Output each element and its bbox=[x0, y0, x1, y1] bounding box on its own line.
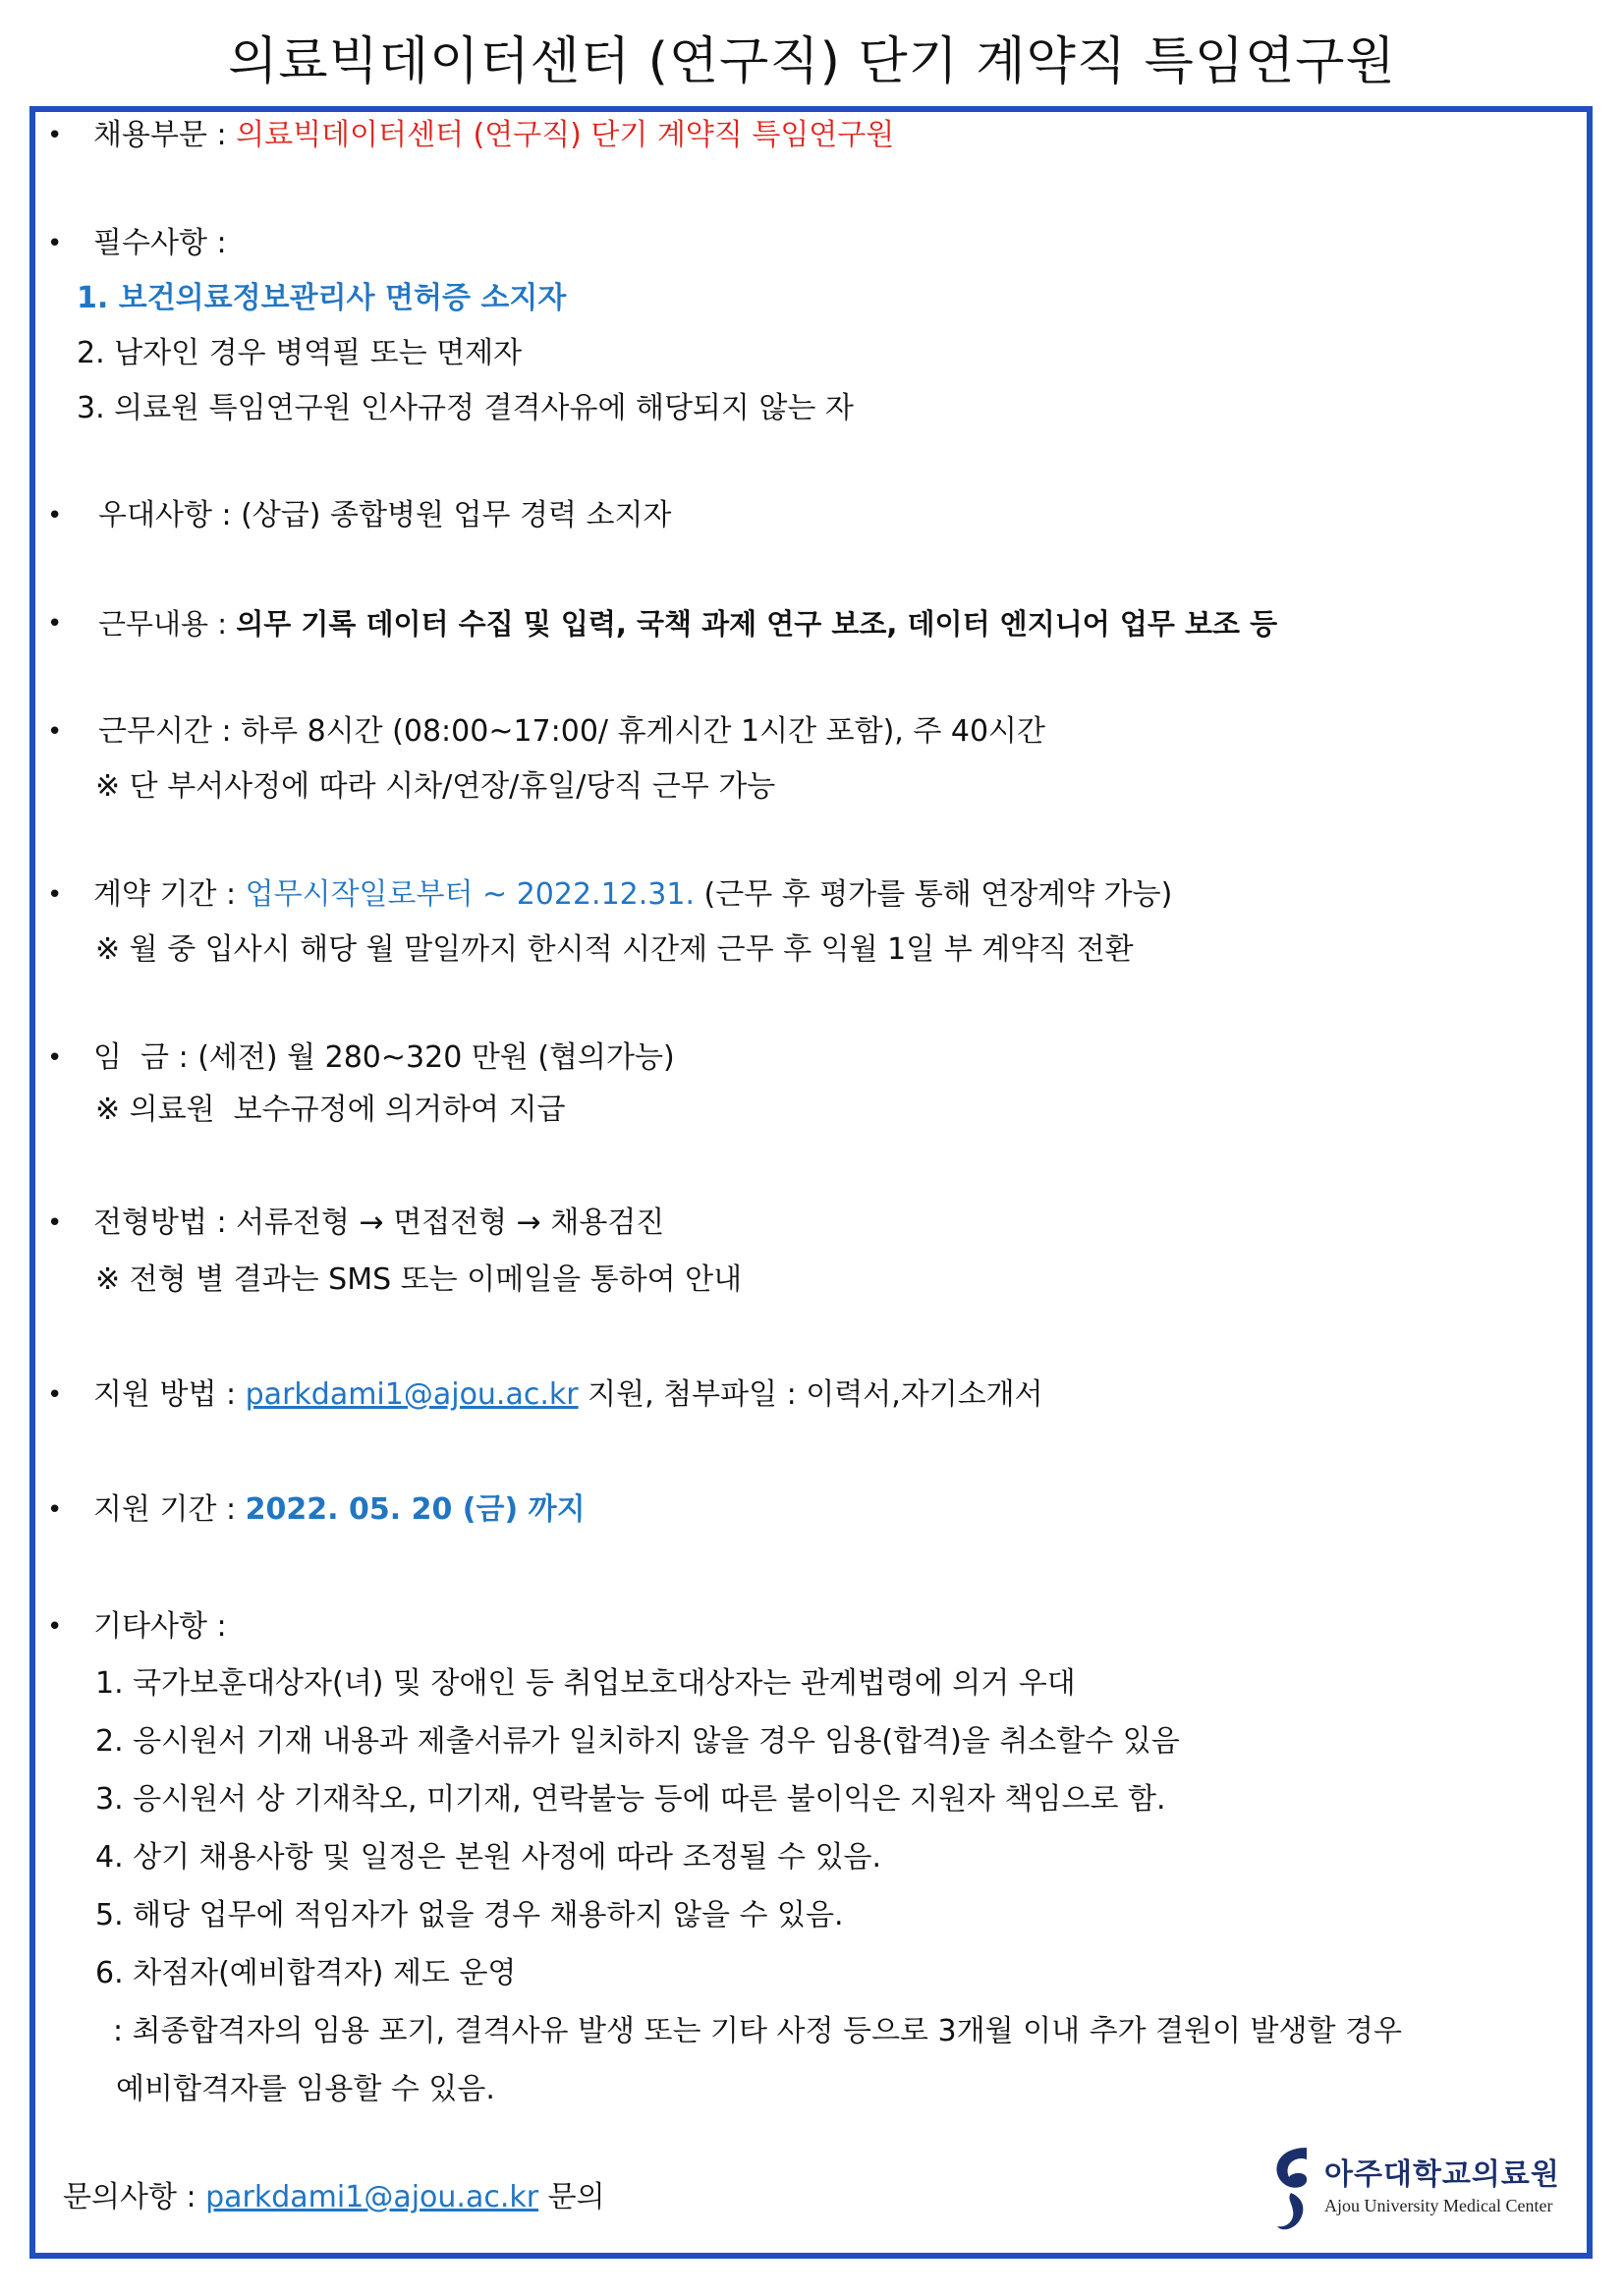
content-frame bbox=[29, 106, 1593, 2259]
bullet: • bbox=[47, 501, 63, 531]
required-item-1: 1. 보건의료정보관리사 면허증 소지자 bbox=[77, 281, 567, 315]
etc-item-1: 1. 국가보훈대상자(녀) 및 장애인 등 취업보호대상자는 관계법령에 의거 우대 bbox=[95, 1666, 1076, 1701]
bullet: • bbox=[47, 1380, 63, 1410]
duties-value: 의무 기록 데이터 수집 및 입력, 국책 과제 연구 보조, 데이터 엔지니어 업무 보조 등 bbox=[236, 607, 1278, 641]
etc-item-5: 5. 해당 업무에 적임자가 없을 경우 채용하지 않을 수 있음. bbox=[95, 1898, 844, 1932]
ajou-logo-mark-icon bbox=[1267, 2142, 1316, 2240]
contract-label: 계약 기간 : bbox=[93, 877, 246, 912]
dept-value: 의료빅데이터센터 (연구직) 단기 계약직 특임연구원 bbox=[236, 118, 895, 152]
dept-line bbox=[93, 116, 894, 155]
etc-item-3: 3. 응시원서 상 기재착오, 미기재, 연락불능 등에 따른 불이익은 지원자 책임으로 함. bbox=[95, 1782, 1166, 1817]
logo-name-en: Ajou University Medical Center bbox=[1324, 2196, 1553, 2215]
apply-email-link[interactable]: parkdami1@ajou.ac.kr bbox=[245, 1377, 579, 1412]
apply-method-line bbox=[93, 1375, 1043, 1415]
apply-period-label: 지원 기간 : bbox=[93, 1492, 246, 1527]
bullet: • bbox=[47, 1495, 63, 1525]
contact-line bbox=[63, 2178, 605, 2217]
bullet: • bbox=[47, 121, 63, 150]
etc-subnote-2: 예비합격자를 임용할 수 있음. bbox=[116, 2072, 495, 2106]
required-item-2: 2. 남자인 경우 병역필 또는 면제자 bbox=[77, 336, 523, 370]
bullet: • bbox=[47, 1612, 63, 1642]
dept-label: 채용부문 : bbox=[93, 118, 237, 152]
ajou-medical-center-logo bbox=[1267, 2142, 1562, 2240]
logo-name-ko: 아주대학교의료원 bbox=[1324, 2157, 1560, 2192]
contact-label: 문의사항 : bbox=[63, 2180, 206, 2214]
page-title: 의료빅데이터센터 (연구직) 단기 계약직 특임연구원 bbox=[228, 32, 1396, 91]
contract-value: 업무시작일로부터 ~ 2022.12.31. bbox=[245, 877, 695, 912]
bullet: • bbox=[47, 609, 63, 639]
process-note: ※ 전형 별 결과는 SMS 또는 이메일을 통하여 안내 bbox=[95, 1262, 743, 1297]
bullet: • bbox=[47, 1043, 63, 1073]
apply-period-value: 2022. 05. 20 (금) 까지 bbox=[245, 1492, 586, 1527]
apply-period-line bbox=[93, 1490, 586, 1530]
duties-label: 근무내용 : bbox=[98, 607, 237, 641]
bullet: • bbox=[47, 717, 63, 747]
salary-note: ※ 의료원 보수규정에 의거하여 지급 bbox=[95, 1092, 566, 1127]
preference-label: 우대사항 : bbox=[98, 498, 242, 532]
apply-method-label: 지원 방법 : bbox=[93, 1377, 246, 1412]
preference-line bbox=[98, 496, 671, 535]
etc-subnote-1: : 최종합격자의 임용 포기, 결격사유 발생 또는 기타 사정 등으로 3개월 이내 추가 결원이 발생할 경우 bbox=[113, 2014, 1402, 2048]
hours-line: 근무시간 : 하루 8시간 (08:00~17:00/ 휴게시간 1시간 포함), 주 40시간 bbox=[98, 714, 1045, 749]
duties-line bbox=[98, 604, 1277, 644]
hours-note: ※ 단 부서사정에 따라 시차/연장/휴일/당직 근무 가능 bbox=[95, 769, 776, 804]
bullet: • bbox=[47, 1208, 63, 1238]
contact-email-link[interactable]: parkdami1@ajou.ac.kr bbox=[205, 2180, 539, 2214]
etc-item-4: 4. 상기 채용사항 및 일정은 본원 사정에 따라 조정될 수 있음. bbox=[95, 1840, 882, 1875]
contract-note: ※ 월 중 입사시 해당 월 말일까지 한시적 시간제 근무 후 익월 1일 부 계약직 전환 bbox=[95, 932, 1134, 967]
bullet: • bbox=[47, 229, 63, 258]
required-item-3: 3. 의료원 특임연구원 인사규정 결격사유에 해당되지 않는 자 bbox=[77, 391, 854, 425]
required-label: 필수사항 : bbox=[93, 226, 227, 260]
etc-item-6: 6. 차점자(예비합격자) 제도 운영 bbox=[95, 1956, 517, 1990]
process-line: 전형방법 : 서류전형 → 면접전형 → 채용검진 bbox=[93, 1205, 665, 1240]
bullet: • bbox=[47, 880, 63, 910]
contact-suffix: 문의 bbox=[538, 2180, 605, 2214]
contract-line bbox=[93, 875, 1172, 915]
apply-method-suffix: 지원, 첨부파일 : 이력서,자기소개서 bbox=[578, 1377, 1043, 1412]
salary-line: 임 금 : (세전) 월 280~320 만원 (협의가능) bbox=[93, 1040, 675, 1075]
contract-suffix: (근무 후 평가를 통해 연장계약 가능) bbox=[695, 877, 1173, 912]
etc-item-2: 2. 응시원서 기재 내용과 제출서류가 일치하지 않을 경우 임용(합격)을 취소할수 있음 bbox=[95, 1724, 1180, 1759]
preference-value: (상급) 종합병원 업무 경력 소지자 bbox=[241, 498, 672, 532]
etc-label: 기타사항 : bbox=[93, 1609, 227, 1644]
